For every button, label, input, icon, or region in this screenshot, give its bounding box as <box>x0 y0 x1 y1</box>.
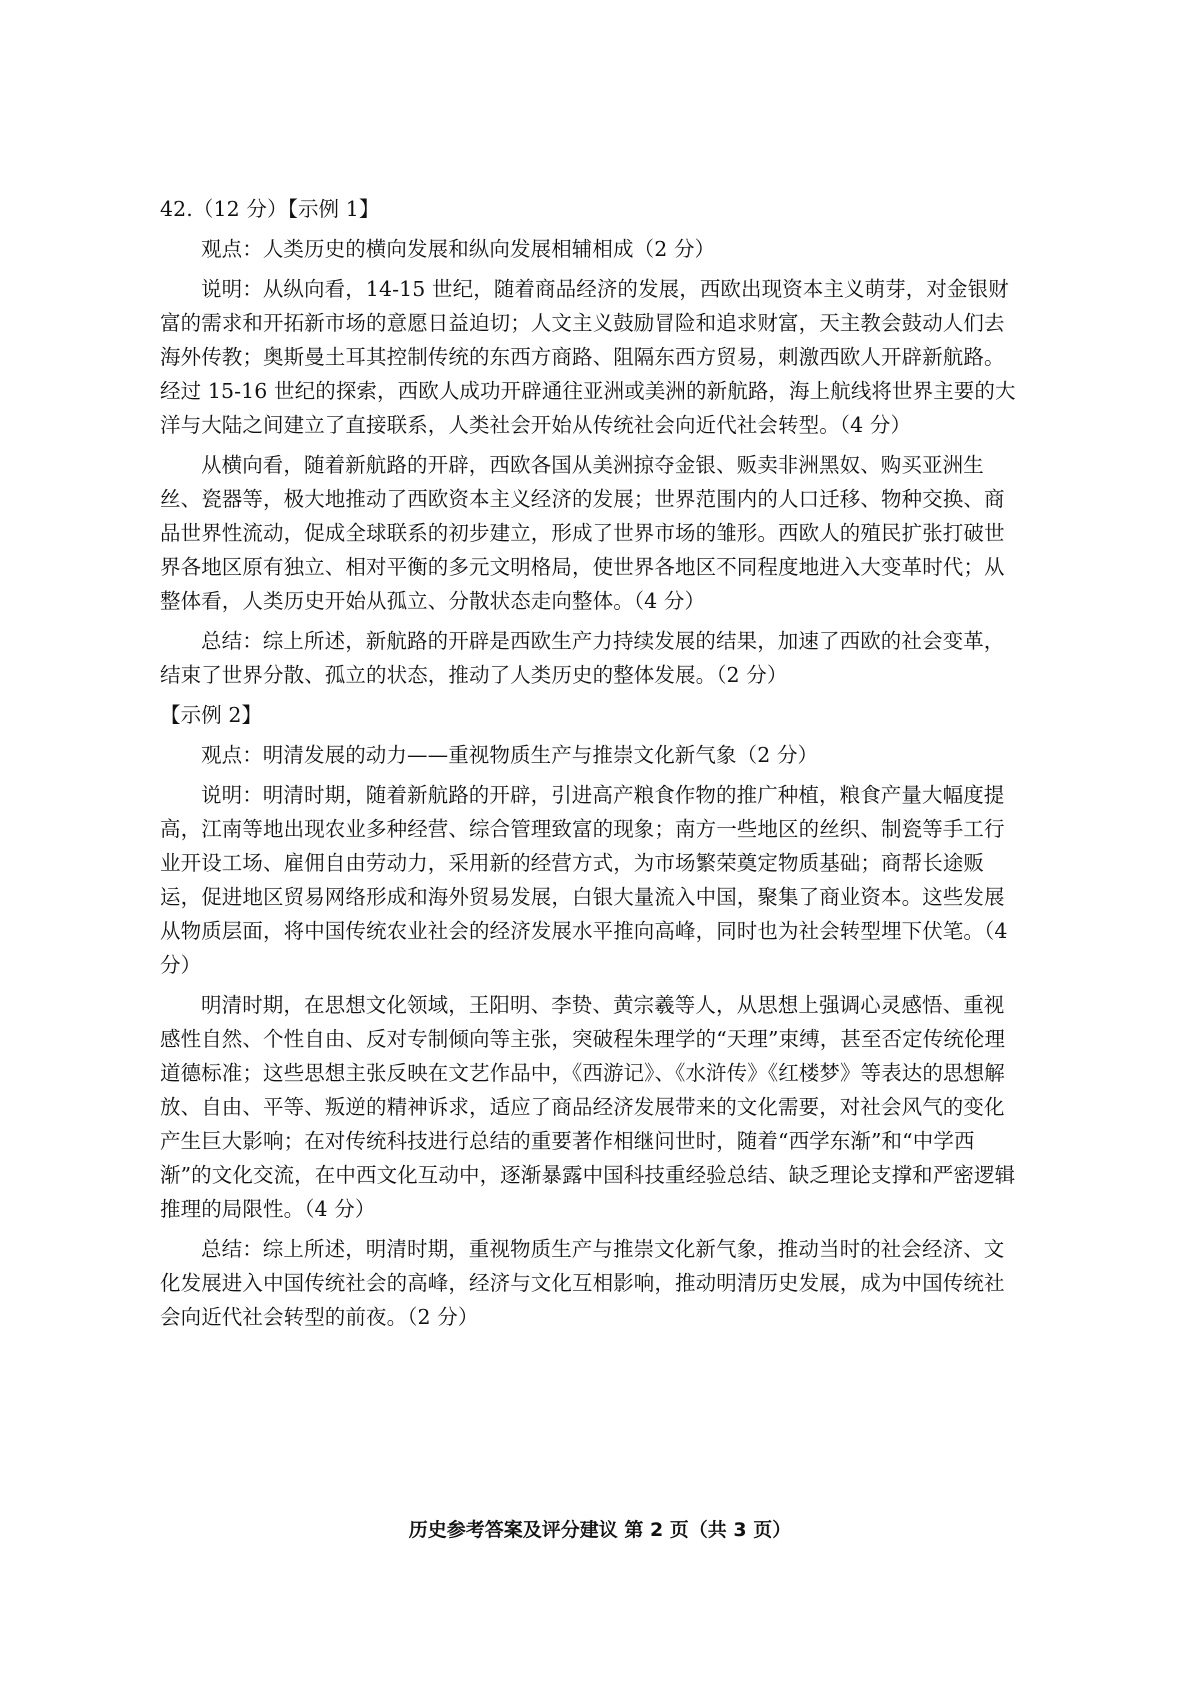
example2-viewpoint: 观点：明清发展的动力——重视物质生产与推崇文化新气象（2 分） <box>201 743 819 767</box>
page-footer: 历史参考答案及评分建议 第 2 页（共 3 页） <box>408 1519 792 1541</box>
example2-explanation-culture: 明清时期，在思想文化领域，王阳明、李贽、黄宗羲等人，从思想上强调心灵感悟、重视感性自然、个性自由、反对专制倾向等主张，突破程朱理学的“天理”束缚，甚至否定传统伦理道德标准；这些思想主张反映在文艺作品中，《西游记》、《水浒传》《红楼梦》等表达的思想解放、自由、平等、叛逆的精神诉求，适应了商品经济发展带来的文化需要，对社会风气的变化产生巨大影响；在对传统科技进行总结的重要著作相继问世时，随着“西学东渐”和“中学西渐”的文化交流，在中西文化互动中，逐渐暴露中国科技重经验总结、缺乏理论支撑和严密逻辑推理的局限性。（4 分） <box>160 993 1016 1221</box>
example2-explanation-material: 说明：明清时期，随着新航路的开辟，引进高产粮食作物的推广种植，粮食产量大幅度提高，江南等地出现农业多种经营、综合管理致富的现象；南方一些地区的丝织、制瓷等手工行业开设工场、雇佣自由劳动力，采用新的经营方式，为市场繁荣奠定物质基础；商帮长途贩运，促进地区贸易网络形成和海外贸易发展，白银大量流入中国，聚集了商业资本。这些发展从物质层面，将中国传统农业社会的经济发展水平推向高峰，同时也为社会转型埋下伏笔。（4 分） <box>160 783 1008 977</box>
example2-summary: 总结：综上所述，明清时期，重视物质生产与推崇文化新气象，推动当时的社会经济、文化发展进入中国传统社会的高峰，经济与文化互相影响，推动明清历史发展，成为中国传统社会向近代社会转型的前夜。（2 分） <box>160 1237 1005 1329</box>
question-header: 42.（12 分）【示例 1】 <box>160 197 380 221</box>
example1-viewpoint: 观点：人类历史的横向发展和纵向发展相辅相成（2 分） <box>201 237 716 261</box>
answer-content <box>160 192 1024 1340</box>
example2-header: 【示例 2】 <box>160 703 263 727</box>
example1-summary: 总结：综上所述，新航路的开辟是西欧生产力持续发展的结果，加速了西欧的社会变革，结束了世界分散、孤立的状态，推动了人类历史的整体发展。（2 分） <box>160 629 1005 687</box>
example1-explanation-vertical: 说明：从纵向看，14-15 世纪，随着商品经济的发展，西欧出现资本主义萌芽，对金银财富的需求和开拓新市场的意愿日益迫切；人文主义鼓励冒险和追求财富，天主教会鼓动人们去海外传教；奥斯曼土耳其控制传统的东西方商路、阻隔东西方贸易，刺激西欧人开辟新航路。经过 15-16 世纪的探索，西欧人成功开辟通往亚洲或美洲的新航路，海上航线将世界主要的大洋与大陆之间建立了直接联系，人类社会开始从传统社会向近代社会转型。（4 分） <box>160 277 1016 437</box>
example1-explanation-horizontal: 从横向看，随着新航路的开辟，西欧各国从美洲掠夺金银、贩卖非洲黑奴、购买亚洲生丝、瓷器等，极大地推动了西欧资本主义经济的发展；世界范围内的人口迁移、物种交换、商品世界性流动，促成全球联系的初步建立，形成了世界市场的雏形。西欧人的殖民扩张打破世界各地区原有独立、相对平衡的多元文明格局，使世界各地区不同程度地进入大变革时代；从整体看，人类历史开始从孤立、分散状态走向整体。（4 分） <box>160 453 1005 613</box>
